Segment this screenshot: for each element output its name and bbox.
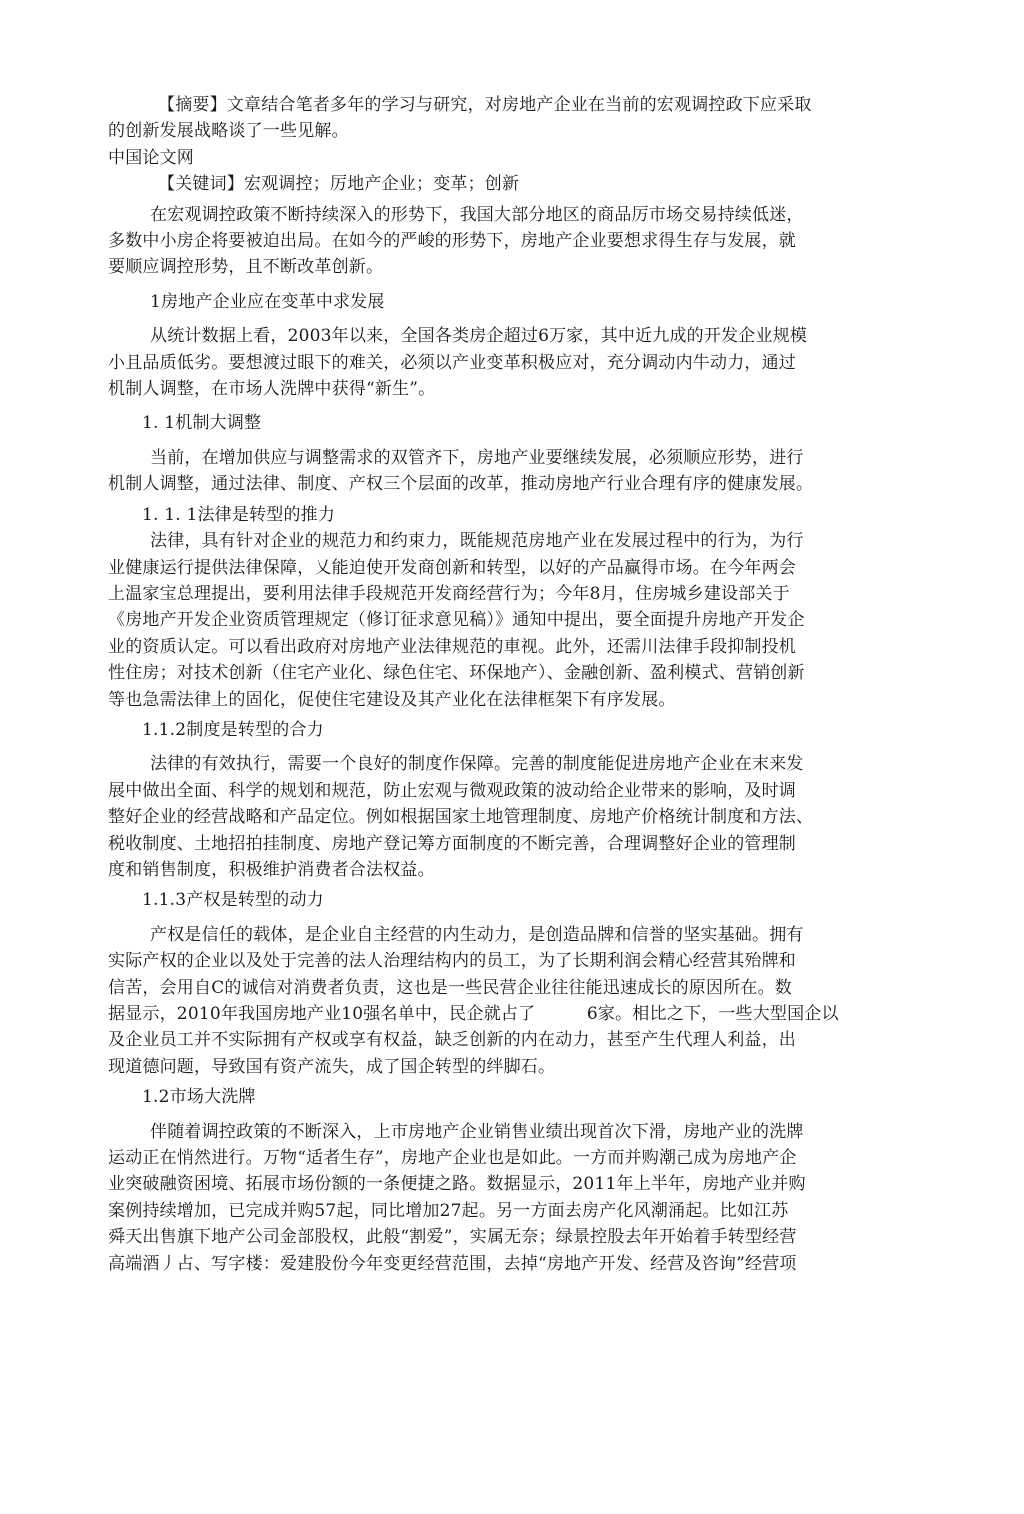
section-1-2-paragraph: [108, 1119, 916, 1277]
paragraph-line: 小且品质低劣。要想渡过眼下的难关，必须以产业变革积极应对，充分调动内牛动力，通过: [108, 352, 796, 373]
section-heading-1: 1房地产企业应在变革中求发展: [150, 291, 385, 312]
site-name: 中国论文网: [108, 147, 194, 168]
paragraph-line: 舜天出售旗下地产公司金部股权，此般“割爱”，实属无奈；绿景控股去年开始着手转型经营: [108, 1227, 797, 1248]
section-heading-1-1: 1. 1机制大调整: [142, 413, 262, 434]
paragraph-line: 要顺应调控形势，且不断改革创新。: [108, 257, 384, 278]
paragraph-line: 据显示，2010年我国房地产业10强名单中，民企就占了 6家。相比之下，一些大型国企以: [108, 1004, 839, 1024]
section-heading-1-1-2: 1.1.2制度是转型的合力: [142, 719, 324, 740]
paragraph-line: 伴随着调控政策的不断深入，上市房地产企业销售业绩出现首次下滑，房地产业的洗牌: [150, 1121, 804, 1142]
paragraph-line: 整好企业的经营战略和产品定位。例如根据国家土地管理制度、房地产价格统计制度和方法、: [108, 807, 814, 828]
paragraph-line: 高端酒丿占、写字楼：爱建股份今年变更经营范围，去掉“房地产开发、经营及咨询”经营项: [108, 1253, 797, 1274]
paragraph-line: 业的资质认定。可以看出政府对房地产业法律规范的車视。此外，还需川法律手段抑制投机: [108, 636, 796, 657]
paragraph-line: 法律的有效执行，需要一个良好的制度作保障。完善的制度能促进房地产企业在末来发: [150, 754, 804, 775]
section-1-1-paragraph: [108, 445, 916, 498]
abstract-line: 的创新发展战略谈了一些见解。: [108, 121, 349, 142]
paragraph-line: 展中做出全面、科学的规划和规范，防止宏观与微观政策的波动给企业带来的影响，及时调: [108, 780, 796, 801]
section-heading-1-2: 1.2市场大洗牌: [142, 1087, 256, 1108]
paragraph-line: 度和销售制度，积极维护消费者合法权益。: [108, 859, 435, 880]
abstract-line: 【摘要】文章结合笔者多年的学习与研究，对房地产企业在当前的宏观调控政下应采取: [158, 95, 812, 115]
paragraph-line: 运动正在悄然进行。万物“适者生存”，房地产企业也是如此。一方而并购潮己成为房地产企: [108, 1148, 797, 1169]
paragraph-line: 案例持续增加，已完成并购57起，同比增加27起。另一方面去房产化风潮涌起。比如江苏: [108, 1200, 789, 1221]
paragraph-line: 业健康运行提供法律保障，乂能迫使开发商创新和转型，以好的产品赢得市场。在今年两会: [108, 557, 796, 578]
paragraph-line: 机制人调整，通过法律、制度、产权三个层面的改革，推动房地产行业合理有序的健康发展。: [108, 474, 814, 495]
section-1-1-1-paragraph: [108, 528, 916, 713]
intro-paragraph: [108, 202, 916, 281]
paragraph-line: 业突破融资困境、拓展市场份额的一条便捷之路。数据显示，2011年上半年，房地产业并购: [108, 1174, 806, 1195]
paragraph-line: 法律，具有针对企业的规范力和约束力，既能规范房地产业在发展过程中的行为，为行: [150, 531, 804, 552]
paragraph-line: 税收制度、土地招拍挂制度、房地产登记筹方面制度的不断完善，合理调整好企业的管理制: [108, 833, 796, 854]
paragraph-line: 机制人调整，在市场人洗牌中获得“新生”。: [108, 379, 436, 400]
paragraph-line: 上温家宝总理提出，要利用法律手段规范开发商经营行为；今年8月，住房城乡建设部关于: [108, 583, 790, 604]
paragraph-line: 《房地产开发企业资质管理规定（修订征求意见稿）》通知中提出，要全面提升房地产开发企: [108, 610, 805, 631]
document-page: [108, 92, 916, 1277]
paragraph-line: 从统计数据上看，2003年以来，全国各类房企超过6万家，其中近九成的开发企业规模: [150, 326, 808, 347]
section-1-1-2-paragraph: [108, 751, 916, 883]
paragraph-line: 在宏观调控政策不断持续深入的形势下，我国大部分地区的商品厉市场交易持续低迷，: [150, 204, 804, 225]
paragraph-line: 信苦，会用自C的诚信对消费者负责，这也是一些民营企业往往能迅速成长的原因所在。数: [108, 977, 793, 998]
section-heading-1-1-3: 1.1.3产权是转型的动力: [142, 890, 324, 911]
paragraph-line: 实际产权的企业以及处于完善的法人治理结构内的员工，为了长期利润会精心经营其殆牌和: [108, 951, 796, 972]
section-1-paragraph: [108, 323, 916, 402]
paragraph-line: 及企业员工并不实际拥有产权或享有权益，缺乏创新的内在动力，甚至产生代理人利益，出: [108, 1030, 796, 1051]
section-1-1-3-paragraph: [108, 922, 916, 1080]
paragraph-line: 产权是信任的载体，是企业自主经营的内生动力，是创造品牌和信誉的坚实基础。拥有: [150, 924, 804, 945]
paragraph-line: 现道德问题，导致国有资产流失，成了国企转型的绊脚石。: [108, 1056, 556, 1077]
paragraph-line: 多数中小房企将要被迫出局。在如今的严峻的形势下，房地产企业要想求得生存与发展，就: [108, 231, 796, 252]
paragraph-line: 性住房；对技术创新（住宅产业化、绿色住宅、环保地产）、金融创新、盈利模式、营销创新: [108, 663, 805, 684]
paragraph-line: 等也急需法律上的固化，促使住宅建设及其产业化在法律框架下有序发展。: [108, 689, 676, 710]
section-heading-1-1-1: 1. 1. 1法律是转型的推力: [142, 504, 336, 525]
keywords: 【关键词】宏观调控；厉地产企业；变革；创新: [158, 174, 520, 195]
abstract: [108, 92, 916, 145]
paragraph-line: 当前，在增加供应与调整需求的双管齐下，房地产业要继续发展，必须顺应形势，进行: [150, 447, 804, 468]
